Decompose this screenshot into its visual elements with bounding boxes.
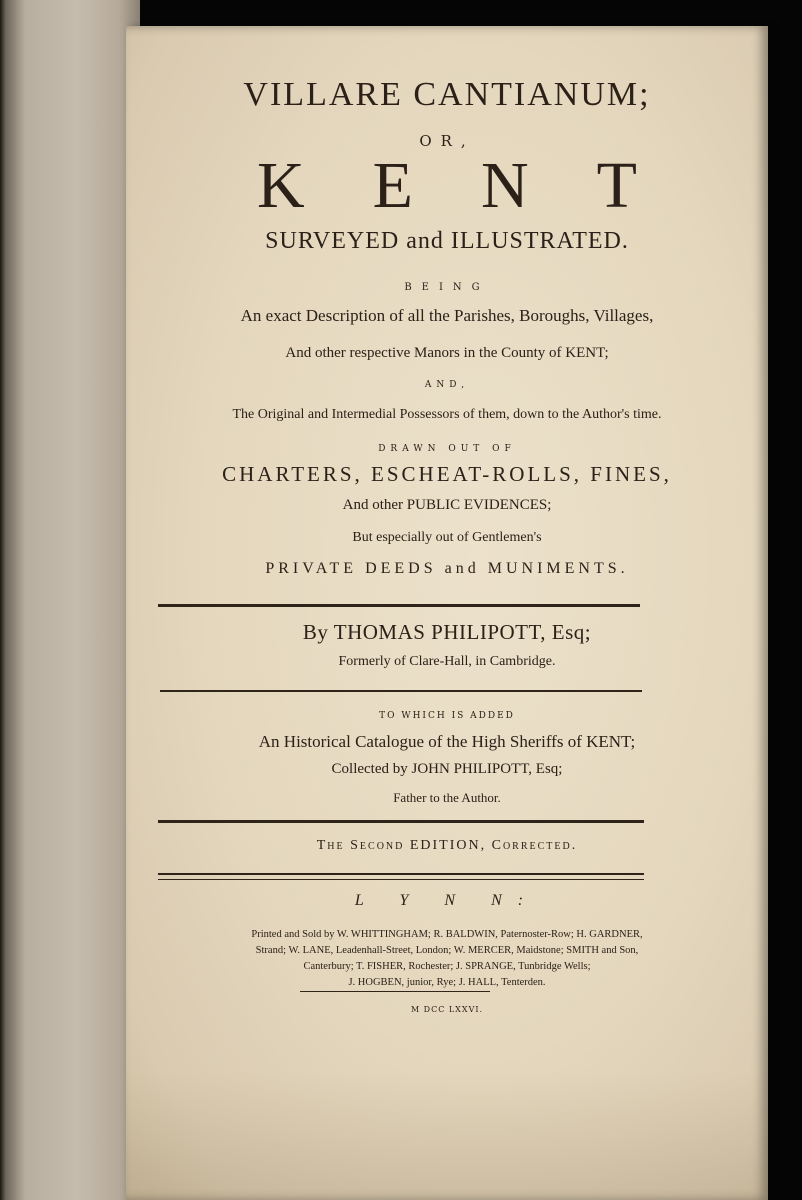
divider-rule [158, 879, 644, 880]
and-label: AND, [424, 380, 470, 390]
subtitle: SURVEYED and ILLUSTRATED. [265, 228, 629, 254]
divider-rule [300, 991, 490, 992]
collected-line: Collected by JOHN PHILIPOTT, Esq; [331, 761, 563, 777]
public-evidences-line: And other PUBLIC EVIDENCES; [342, 497, 552, 513]
imprint-line-3: Canterbury; T. FISHER, Rochester; J. SPRANGE, Tunbridge Wells; [303, 961, 591, 972]
especially-line: But especially out of Gentlemen's [352, 530, 542, 545]
title-kent [126, 148, 768, 224]
description-line-1: An exact Description of all the Parishes, Boroughs, Villages, [240, 306, 654, 325]
added-label: TO WHICH IS ADDED [379, 711, 515, 721]
divider-rule [158, 604, 640, 607]
imprint-line-1: Printed and Sold by W. WHITTINGHAM; R. BALDWIN, Paternoster-Row; H. GARDNER, [251, 929, 643, 940]
father-line: Father to the Author. [393, 790, 501, 805]
private-deeds-line: PRIVATE DEEDS and MUNIMENTS. [265, 560, 629, 577]
facing-blank-page [0, 0, 140, 1200]
imprint-date: M DCC LXXVI. [410, 1005, 484, 1014]
imprint-line-4: J. HOGBEN, junior, Rye; J. HALL, Tenterden. [348, 977, 546, 988]
description-line-2: And other respective Manors in the County of KENT; [285, 345, 609, 361]
page-shadow [126, 1070, 768, 1200]
edition-line: The Second EDITION, Corrected. [316, 838, 578, 853]
author-line: By THOMAS PHILIPOTT, Esq; [302, 620, 592, 644]
catalogue-line: An Historical Catalogue of the High Sheriffs of KENT; [258, 732, 636, 751]
title-or: OR, [419, 132, 475, 150]
kent-letter: K [257, 149, 305, 222]
author-affiliation: Formerly of Clare-Hall, in Cambridge. [338, 654, 556, 669]
charters-line: CHARTERS, ESCHEAT-ROLLS, FINES, [222, 462, 672, 486]
divider-rule [158, 873, 644, 875]
imprint-line-2: Strand; W. LANE, Leadenhall-Street, London; W. MERCER, Maidstone; SMITH and Son, [255, 945, 639, 956]
divider-rule [160, 690, 642, 692]
book-title: VILLARE CANTIANUM; [243, 76, 651, 113]
kent-letter: T [596, 149, 637, 222]
description-line-3: The Original and Intermedial Possessors of them, down to the Author's time. [232, 407, 662, 422]
kent-letter: N [481, 149, 529, 222]
divider-rule [158, 820, 644, 823]
drawn-out-label: DRAWN OUT OF [378, 444, 516, 454]
imprint-place: L Y N N: [354, 892, 540, 909]
being-label: BEING [404, 282, 490, 293]
kent-letter: E [372, 149, 413, 222]
imprint-block [126, 927, 768, 991]
